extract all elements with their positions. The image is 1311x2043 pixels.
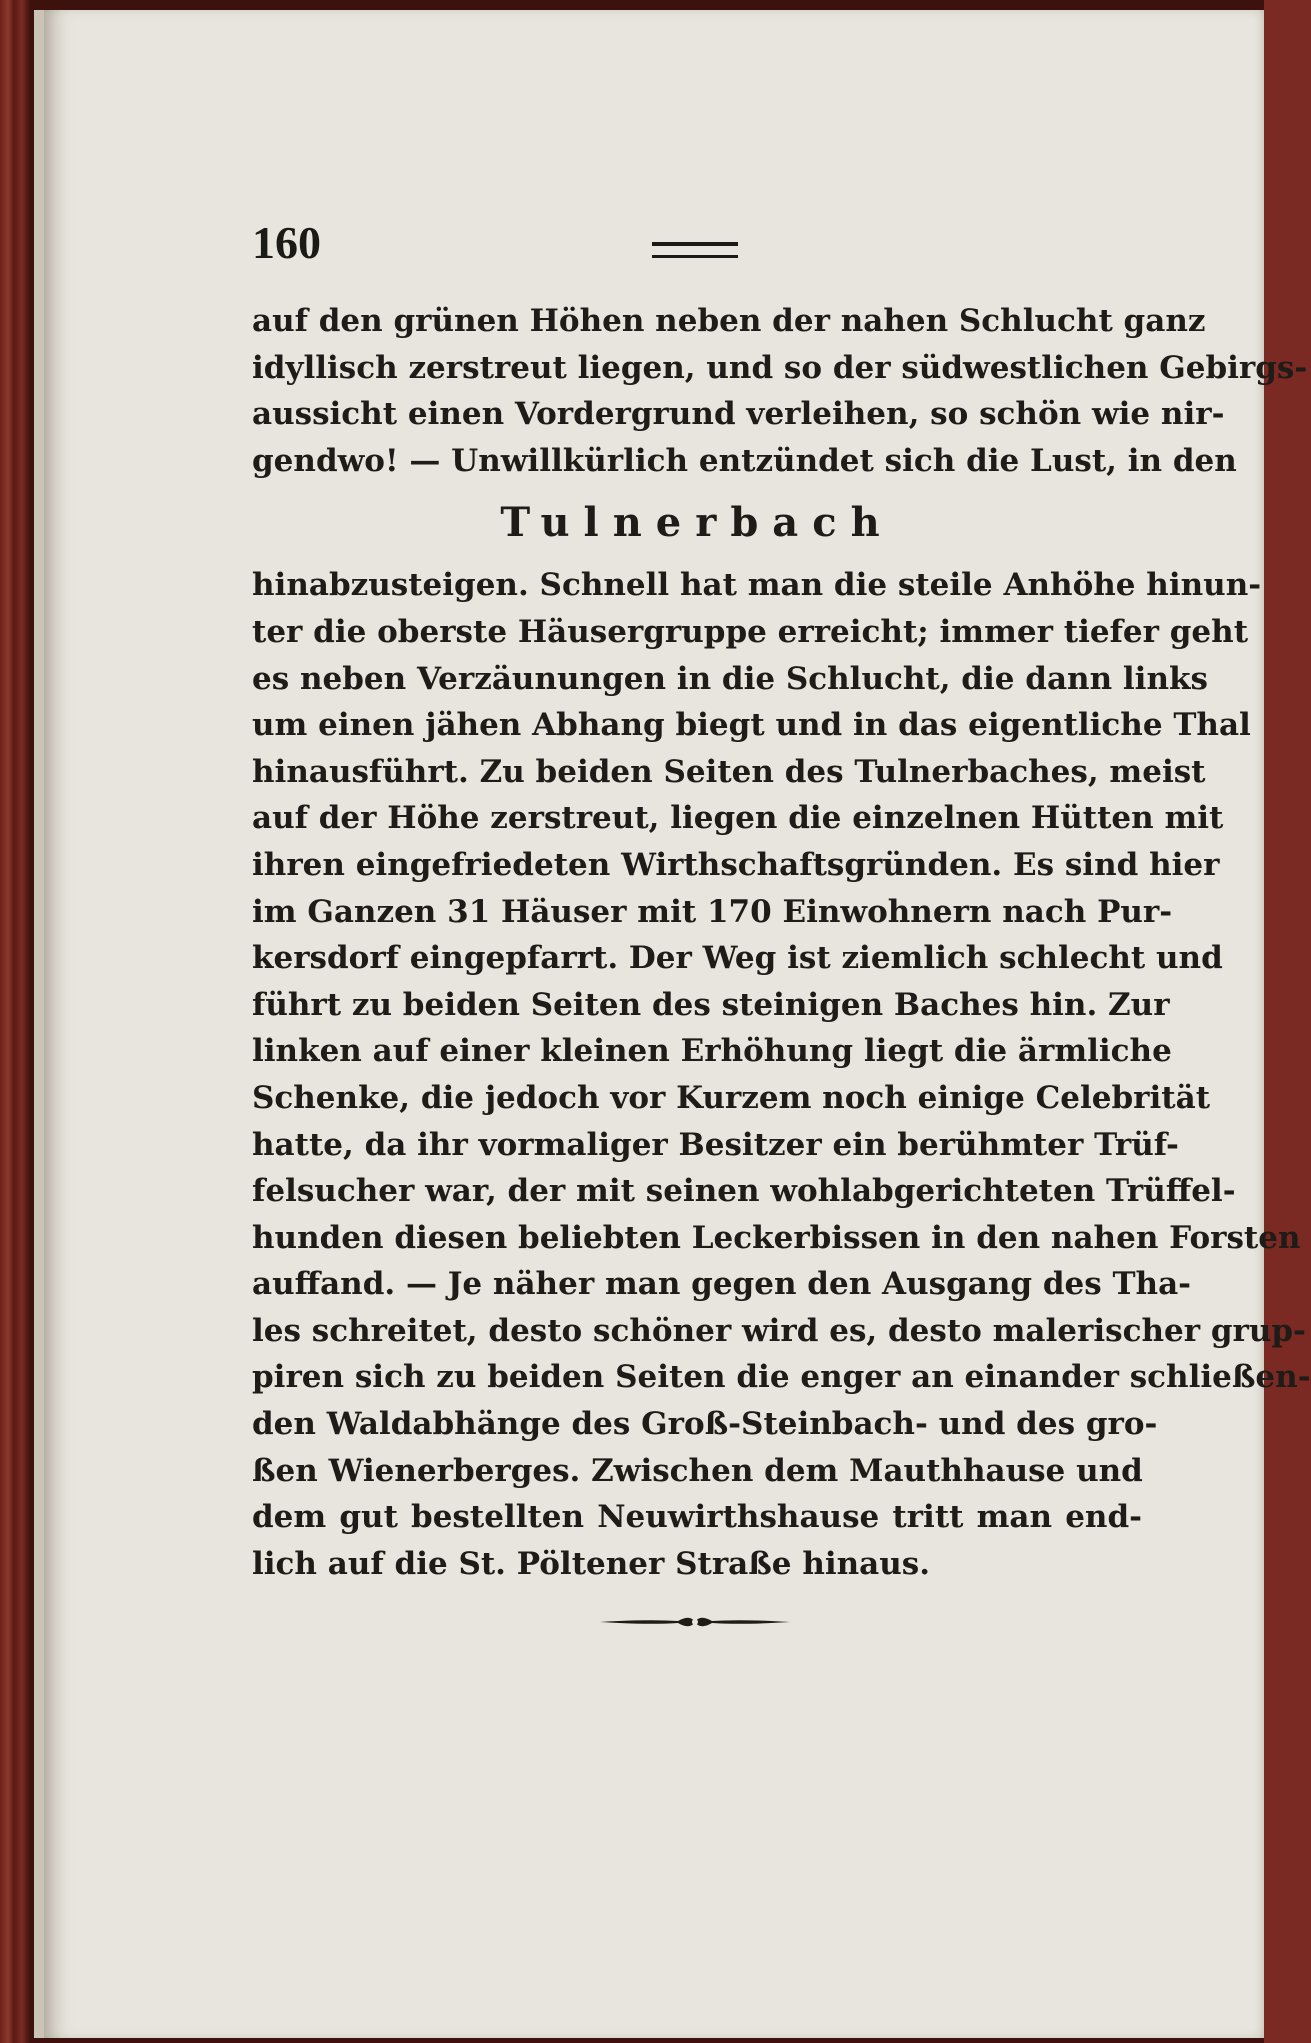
- text-line: lich auf die St. Pöltener Straße hinaus.: [252, 1545, 931, 1582]
- text-line: dem gut bestellten Neuwirthshause tritt man end-: [252, 1499, 1142, 1536]
- text-line: ter die oberste Häusergruppe erreicht; immer tiefer geht: [252, 613, 1249, 650]
- text-line: führt zu beiden Seiten des steinigen Baches hin. Zur: [252, 986, 1170, 1023]
- text-line: ßen Wienerberges. Zwischen dem Mauthhause und: [252, 1452, 1143, 1489]
- header-rule: [652, 242, 738, 258]
- section-heading: Tulnerbach: [500, 499, 894, 547]
- text-line: hunden diesen beliebten Leckerbissen in den nahen Forsten: [252, 1219, 1301, 1256]
- page-header: [252, 216, 1142, 276]
- page-number: 160: [252, 217, 321, 268]
- text-line: auf der Höhe zerstreut, liegen die einzelnen Hütten mit: [252, 800, 1224, 837]
- text-line: idyllisch zerstreut liegen, und so der südwestlichen Gebirgs-: [252, 349, 1308, 386]
- text-line: piren sich zu beiden Seiten die enger an einander schließen-: [252, 1359, 1311, 1396]
- text-line: es neben Verzäunungen in die Schlucht, die dann links: [252, 660, 1208, 697]
- text-line: auffand. — Je näher man gegen den Ausgang des Tha-: [252, 1266, 1192, 1303]
- text-line: Schenke, die jedoch vor Kurzem noch einige Celebrität: [252, 1079, 1211, 1116]
- text-line: auf den grünen Höhen neben der nahen Schlucht ganz: [252, 303, 1206, 339]
- text-line: les schreitet, desto schöner wird es, desto malerischer grup-: [252, 1312, 1306, 1349]
- text-line: den Waldabhänge des Groß-Steinbach- und des gro-: [252, 1406, 1158, 1443]
- text-line: um einen jähen Abhang biegt und in das eigentliche Thal: [252, 707, 1251, 744]
- text-line: felsucher war, der mit seinen wohlabgerichteten Trüffel-: [252, 1173, 1236, 1210]
- text-line: aussicht einen Vordergrund verleihen, so schön wie nir-: [252, 396, 1225, 433]
- text-line: hatte, da ihr vormaliger Besitzer ein berühmter Trüf-: [252, 1126, 1179, 1163]
- text-line: hinabzusteigen. Schnell hat man die steile Anhöhe hinun-: [252, 567, 1262, 604]
- text-line: ihren eingefriedeten Wirthschaftsgründen. Es sind hier: [252, 846, 1220, 883]
- end-ornament: [598, 1610, 792, 1634]
- body-text: [252, 298, 1311, 1587]
- text-line: hinausführt. Zu beiden Seiten des Tulnerbaches, meist: [252, 753, 1206, 790]
- text-line: linken auf einer kleinen Erhöhung liegt die ärmliche: [252, 1033, 1172, 1070]
- text-line: im Ganzen 31 Häuser mit 170 Einwohnern nach Pur-: [252, 893, 1173, 930]
- text-line: gendwo! — Unwillkürlich entzündet sich die Lust, in den: [252, 442, 1237, 479]
- text-line: kersdorf eingepfarrt. Der Weg ist ziemlich schlecht und: [252, 940, 1223, 977]
